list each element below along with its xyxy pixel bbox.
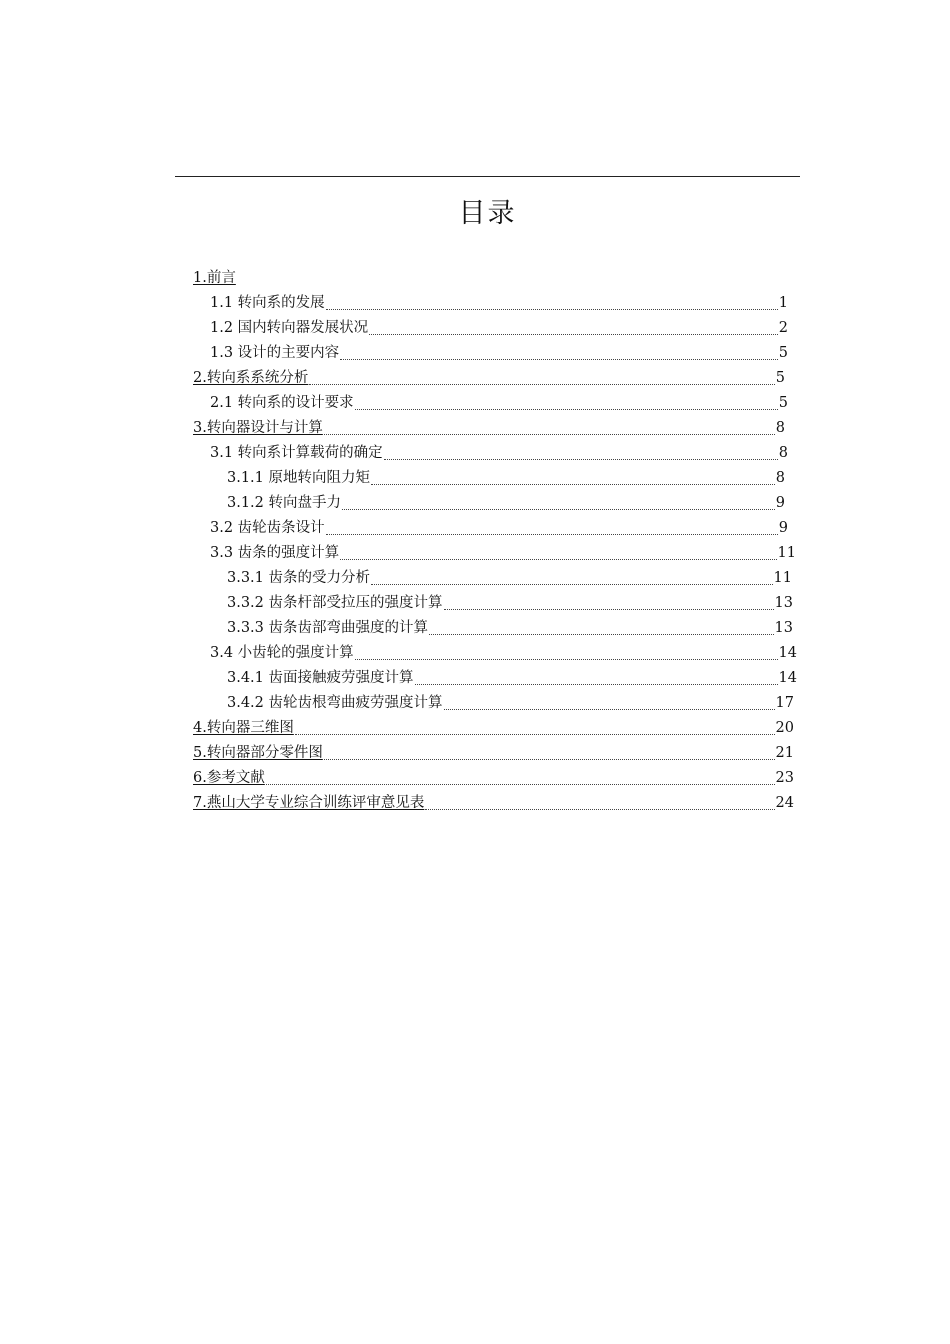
toc-entry-label: 3.1.2 转向盘手力 <box>227 495 342 511</box>
toc-page-number: 11 <box>777 545 796 561</box>
toc-leader <box>425 809 774 810</box>
toc-entry-label: 3.1.1 原地转向阻力矩 <box>227 470 371 486</box>
toc-entry-3-4[interactable] <box>210 641 797 663</box>
page-title: 目录 <box>458 198 517 229</box>
toc-entry-6[interactable] <box>193 766 794 788</box>
toc-entry-3-3[interactable] <box>210 541 796 563</box>
toc-entry-label: 1.2 国内转向器发展状况 <box>210 320 369 336</box>
toc-entry-label: 3.3 齿条的强度计算 <box>210 545 340 561</box>
toc-page-number: 13 <box>774 620 793 636</box>
toc-entry-3-3-2[interactable] <box>227 591 793 613</box>
toc-entry-label: 2.转向系系统分析 <box>193 370 309 386</box>
toc-entry-2-1[interactable] <box>210 391 788 413</box>
toc-page-number: 5 <box>778 345 788 361</box>
toc-entry-3-1[interactable] <box>210 441 788 463</box>
toc-entry-label: 1.1 转向系的发展 <box>210 295 325 311</box>
toc-leader <box>326 534 778 535</box>
toc-entry-label: 3.3.2 齿条杆部受拉压的强度计算 <box>227 595 443 611</box>
header-rule <box>175 176 800 177</box>
toc-entry-3-2[interactable] <box>210 516 788 538</box>
toc-page-number: 11 <box>773 570 792 586</box>
toc-leader <box>324 759 775 760</box>
toc-entry-3[interactable] <box>193 416 785 438</box>
toc-entry-3-4-2[interactable] <box>227 691 794 713</box>
toc-page-number: 13 <box>774 595 793 611</box>
toc-page-number: 2 <box>778 320 788 336</box>
toc-leader <box>371 584 773 585</box>
toc-leader <box>371 484 775 485</box>
toc-leader <box>266 784 775 785</box>
toc-entry-label: 3.1 转向系计算载荷的确定 <box>210 445 383 461</box>
toc-leader <box>384 459 778 460</box>
toc-leader <box>415 684 778 685</box>
toc-entry-3-1-1[interactable] <box>227 466 785 488</box>
toc-entry-label: 3.4.2 齿轮齿根弯曲疲劳强度计算 <box>227 695 443 711</box>
toc-leader <box>309 384 774 385</box>
toc-page-number: 8 <box>775 470 785 486</box>
toc-entry-1-2[interactable] <box>210 316 788 338</box>
toc-leader <box>324 434 775 435</box>
toc-entry-1-3[interactable] <box>210 341 788 363</box>
toc-entry-4[interactable] <box>193 716 794 738</box>
toc-leader <box>429 634 774 635</box>
toc-leader <box>340 559 776 560</box>
toc-page-number: 17 <box>775 695 794 711</box>
toc-leader <box>444 709 775 710</box>
toc-entry-label: 3.3.1 齿条的受力分析 <box>227 570 371 586</box>
toc-entry-7[interactable] <box>193 791 794 813</box>
toc-page-number: 1 <box>778 295 788 311</box>
toc-entry-label: 4.转向器三维图 <box>193 720 294 736</box>
toc-page-number: 23 <box>775 770 794 786</box>
toc-page-number: 21 <box>775 745 794 761</box>
toc-leader <box>295 734 775 735</box>
toc-entry-label: 2.1 转向系的设计要求 <box>210 395 354 411</box>
toc-entry-label: 7.燕山大学专业综合训练评审意见表 <box>193 795 425 811</box>
toc-leader <box>355 659 778 660</box>
toc-entry-1[interactable] <box>193 266 239 288</box>
toc-entry-label: 3.转向器设计与计算 <box>193 420 323 436</box>
toc-page-number: 9 <box>775 495 785 511</box>
toc-entry-label: 5.转向器部分零件图 <box>193 745 323 761</box>
toc-entry-label: 3.4 小齿轮的强度计算 <box>210 645 354 661</box>
toc-entry-5[interactable] <box>193 741 794 763</box>
toc-leader <box>340 359 778 360</box>
toc-page-number: 8 <box>775 420 785 436</box>
toc-entry-label: 6.参考文献 <box>193 770 265 786</box>
toc-page-number: 14 <box>778 670 797 686</box>
toc-entry-label: 1.3 设计的主要内容 <box>210 345 340 361</box>
toc-page-number: 5 <box>775 370 785 386</box>
toc-entry-label: 1.前言 <box>193 270 236 286</box>
toc-leader <box>444 609 774 610</box>
toc-page-number: 9 <box>778 520 788 536</box>
toc-entry-2[interactable] <box>193 366 785 388</box>
toc-leader <box>369 334 778 335</box>
toc-leader <box>355 409 778 410</box>
toc-entry-3-3-3[interactable] <box>227 616 793 638</box>
toc-entry-label: 3.2 齿轮齿条设计 <box>210 520 325 536</box>
toc-entry-label: 3.3.3 齿条齿部弯曲强度的计算 <box>227 620 429 636</box>
toc-entry-1-1[interactable] <box>210 291 788 313</box>
toc-page-number: 24 <box>775 795 794 811</box>
toc-leader <box>342 509 775 510</box>
toc-page-number: 5 <box>778 395 788 411</box>
toc-leader <box>326 309 778 310</box>
toc-entry-3-1-2[interactable] <box>227 491 785 513</box>
toc-page-number: 14 <box>778 645 797 661</box>
toc-entry-3-4-1[interactable] <box>227 666 797 688</box>
toc-entry-label: 3.4.1 齿面接触疲劳强度计算 <box>227 670 414 686</box>
toc-page-number: 20 <box>775 720 794 736</box>
toc-page-number: 8 <box>778 445 788 461</box>
toc-entry-3-3-1[interactable] <box>227 566 792 588</box>
